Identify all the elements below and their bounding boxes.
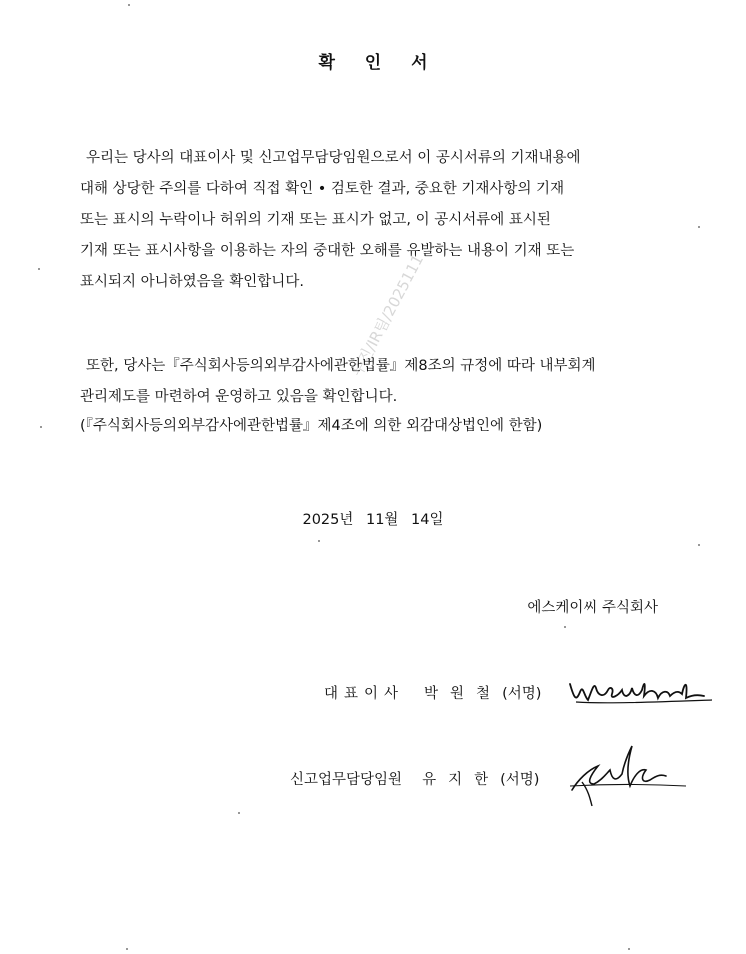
paragraph-line: 또한, 당사는『주식회사등의외부감사에관한법률』제8조의 규정에 따라 내부회계 xyxy=(86,358,596,374)
scan-speck xyxy=(238,812,240,814)
document-date: 2025년 11월 14일 xyxy=(302,512,444,528)
company-name: 에스케이씨 주식회사 xyxy=(527,600,658,616)
scan-speck xyxy=(38,268,40,270)
paragraph-line: 또는 표시의 누락이나 허위의 기재 또는 표시가 없고, 이 공시서류에 표시된 xyxy=(80,212,551,228)
signer-ceo-title: 대표이사 xyxy=(324,686,405,702)
paragraph-line: 기재 또는 표시사항을 이용하는 자의 중대한 오해를 유발하는 내용이 기재 또는 xyxy=(80,243,575,259)
paragraph-line: 우리는 당사의 대표이사 및 신고업무담당임원으로서 이 공시서류의 기재내용에 xyxy=(86,150,581,166)
ceo-signature-icon xyxy=(566,670,716,710)
scan-speck xyxy=(40,426,42,428)
paragraph-line: 표시되지 아니하였음을 확인합니다. xyxy=(80,274,304,290)
scan-speck xyxy=(126,948,128,950)
paragraph-line: 대해 상당한 주의를 다하여 직접 확인 • 검토한 결과, 중요한 기재사항의 기재 xyxy=(80,181,565,197)
officer-signature-icon xyxy=(568,740,688,810)
scan-speck xyxy=(628,948,630,950)
paragraph-line: 관리제도를 마련하여 운영하고 있음을 확인합니다. xyxy=(80,389,398,405)
scan-speck xyxy=(128,4,130,6)
scan-speck xyxy=(318,540,320,542)
document-title: 확 인 서 xyxy=(318,53,440,73)
signer-officer-name: 유지한 xyxy=(422,772,501,788)
scan-speck xyxy=(698,226,700,228)
signer-officer-sign-label: (서명) xyxy=(500,772,540,788)
watermark: 우진/IR팀/2025111 xyxy=(347,251,428,380)
signer-officer-title: 신고업무담당임원 xyxy=(290,772,403,788)
paragraph-line: (『주식회사등의외부감사에관한법률』제4조에 의한 외감대상법인에 한함) xyxy=(80,418,543,434)
signer-ceo-line xyxy=(324,682,541,703)
signer-disclosure-officer-line xyxy=(290,768,539,789)
signer-ceo-name: 박원철 xyxy=(424,686,503,702)
scan-speck xyxy=(564,626,566,628)
signer-ceo-sign-label: (서명) xyxy=(502,686,542,702)
scan-speck xyxy=(698,544,700,546)
